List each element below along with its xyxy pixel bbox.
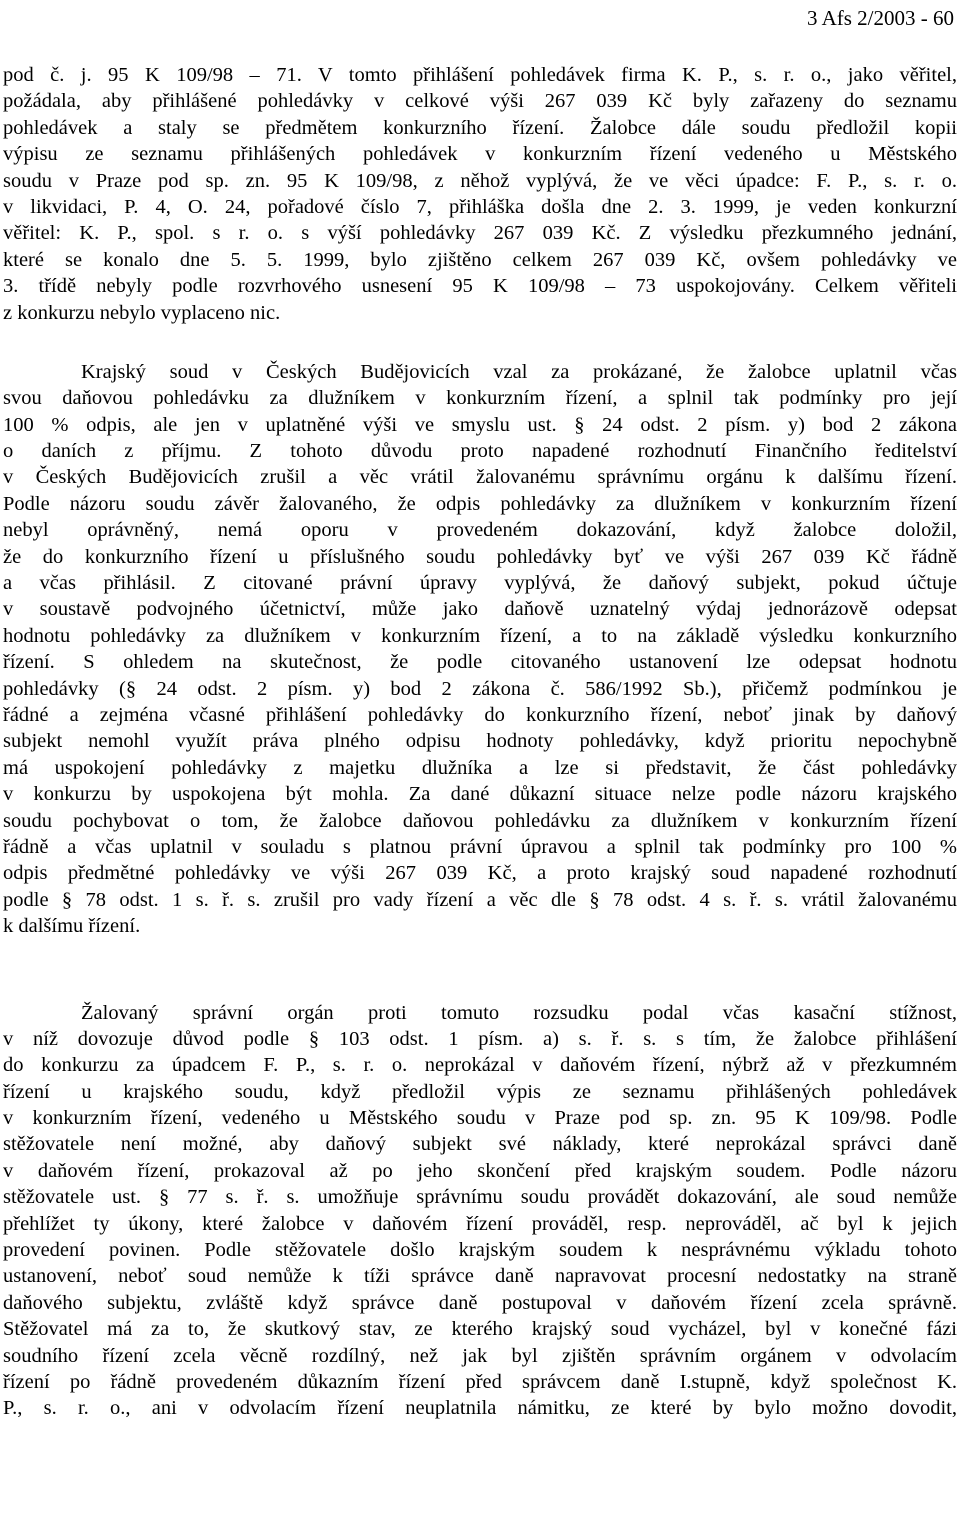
text-line: P., s. r. o., ani v odvolacím řízení neuplatnila námitku, ze které by bylo možno dovodit, [3, 1397, 957, 1420]
text-line: soudního řízení zcela věcně rozdílný, než jak byl zjištěn správním orgánem v odvolacím [3, 1344, 957, 1367]
text-line: a včas přihlásil. Z citované právní úpravy vyplývá, že daňový subjekt, pokud účtuje [3, 572, 957, 595]
text-line: věřitel: K. P., spol. s r. o. s výší pohledávky 267 039 Kč. Z výsledku přezkumného jednání, [3, 222, 957, 245]
text-line: v Českých Budějovicích zrušil a věc vrátil žalovanému správnímu orgánu k dalšímu řízení. [3, 466, 957, 489]
text-line: v konkurzu by uspokojena být mohla. Za dané důkazní situace nelze podle názoru krajského [3, 783, 957, 806]
text-line: pod č. j. 95 K 109/98 – 71. V tomto přihlášení pohledávek firma K. P., s. r. o., jako věřitel, [3, 64, 957, 86]
text-line: daňového subjektu, zvláště když správce daně postupoval v daňovém řízení zcela správně. [3, 1291, 957, 1314]
text-line: 100 % odpis, ale jen v uplatněné výši ve smyslu ust. § 24 odst. 2 písm. y) bod 2 zákona [3, 413, 957, 436]
text-line: k dalšímu řízení. [3, 915, 141, 938]
text-line: hodnotu pohledávky za dlužníkem v konkurzním řízení, a to na základě výsledku konkurzního [3, 624, 957, 647]
text-line: stěžovatele ust. § 77 s. ř. s. umožňuje správnímu soudu provádět dokazování, ale soud nemůže [3, 1186, 957, 1209]
text-line: řádně a včas uplatnil v souladu s platnou právní úpravou a splnil tak podmínky pro 100 % [3, 835, 957, 858]
text-line: soudu pochybovat o tom, že žalobce daňovou pohledávku za dlužníkem v konkurzním řízení [3, 809, 957, 832]
text-line: pohledávky (§ 24 odst. 2 písm. y) bod 2 zákona č. 586/1992 Sb.), přičemž podmínkou je [3, 677, 957, 700]
paragraph-spacer [3, 326, 957, 359]
paragraph-1 [3, 62, 957, 326]
text-line: stěžovatele není možné, aby daňový subjekt své náklady, které neprokázal správci daně [3, 1133, 957, 1156]
text-line: má uspokojení pohledávky z majetku dlužníka a lze si představit, že část pohledávky [3, 756, 957, 779]
text-line: v likvidaci, P. 4, O. 24, pořadové číslo 7, přihláška došla dne 2. 3. 1999, je veden konkurzní [3, 195, 957, 218]
paragraph-2 [3, 359, 957, 940]
text-line: Krajský soud v Českých Budějovicích vzal za prokázané, že žalobce uplatnil včas [81, 360, 957, 383]
paragraph-spacer [3, 940, 957, 1000]
text-line: v níž dovozuje důvod podle § 103 odst. 1 písm. a) s. ř. s. s tím, že žalobce přihlášení [3, 1027, 957, 1050]
document-body [3, 62, 957, 1422]
text-line: řádné a zejména včasné přihlášení pohledávky do konkurzního řízení, neboť jinak by daňový [3, 703, 957, 726]
text-line: že do konkurzního řízení u příslušného soudu pohledávky byť ve výši 267 039 Kč řádně [3, 545, 957, 568]
text-line: provedení povinen. Podle stěžovatele došlo krajským soudem k nesprávnému výkladu tohoto [3, 1239, 957, 1262]
text-line: v daňovém řízení, prokazoval až po jeho skončení před krajským soudem. Podle názoru [3, 1159, 957, 1182]
text-line: přehlížet ty úkony, které žalobce v daňovém řízení prováděl, resp. neprováděl, ač byl k jejich [3, 1212, 957, 1235]
text-line: nebyl oprávněný, nemá oporu v provedeném dokazování, když žalobce doložil, [3, 519, 957, 542]
text-line: ustanovení, neboť soud nemůže k tíži správce daně napravovat procesní nedostatky na straně [3, 1265, 957, 1288]
text-line: v soustavě podvojného účetnictví, může jako daňově uznatelný výdaj jednorázově odepsat [3, 598, 957, 621]
text-line: Stěžovatel má za to, že skutkový stav, ze kterého krajský soud vycházel, byl v konečné fázi [3, 1318, 957, 1341]
text-line: v konkurzním řízení, vedeného u Městského soudu v Praze pod sp. zn. 95 K 109/98. Podle [3, 1107, 957, 1130]
text-line: z konkurzu nebylo vyplaceno nic. [3, 301, 281, 324]
text-line: subjekt nemohl využít práva plného odpisu hodnoty pohledávky, když prioritu nepochybně [3, 730, 957, 753]
text-line: odpis předmětné pohledávky ve výši 267 039 Kč, a proto krajský soud napadené rozhodnutí [3, 862, 957, 885]
text-line: požádala, aby přihlášené pohledávky v celkové výši 267 039 Kč byly zařazeny do seznamu [3, 90, 957, 113]
text-line: řízení po řádně provedeném důkazním řízení před správcem daně I.stupně, když společnost K. [3, 1370, 957, 1393]
text-line: řízení. S ohledem na skutečnost, že podle citovaného ustanovení lze odepsat hodnotu [3, 651, 957, 674]
text-line: o daních z příjmu. Z tohoto důvodu proto napadené rozhodnutí Finančního ředitelství [3, 440, 957, 463]
text-line: svou daňovou pohledávku za dlužníkem v konkurzním řízení, a splnil tak podmínky pro její [3, 387, 957, 410]
text-line: které se konalo dne 5. 5. 1999, bylo zjištěno celkem 267 039 Kč, ovšem pohledávky ve [3, 248, 957, 271]
text-line: podle § 78 odst. 1 s. ř. s. zrušil pro vady řízení a věc dle § 78 odst. 4 s. ř. s. vrátil žalovanému [3, 888, 957, 911]
text-line: do konkurzu za úpadcem F. P., s. r. o. neprokázal v daňovém řízení, nýbrž až v přezkumném [3, 1054, 957, 1077]
text-line: soudu v Praze pod sp. zn. 95 K 109/98, z něhož vyplývá, že ve věci úpadce: F. P., s. r. o. [3, 169, 957, 192]
case-number-header: 3 Afs 2/2003 - 60 [807, 6, 954, 30]
text-line: Podle názoru soudu závěr žalovaného, že odpis pohledávky za dlužníkem v konkurzním řízení [3, 492, 957, 515]
text-line: řízení u krajského soudu, když předložil výpis ze seznamu přihlášených pohledávek [3, 1080, 957, 1103]
text-line: 3. třídě nebyly podle rozvrhového usnesení 95 K 109/98 – 73 uspokojovány. Celkem věřiteli [3, 275, 957, 298]
text-line: výpisu ze seznamu přihlášených pohledávek v konkurzním řízení vedeného u Městského [3, 143, 957, 166]
paragraph-3 [3, 1000, 957, 1422]
text-line: pohledávek a staly se předmětem konkurzního řízení. Žalobce dále soudu předložil kopii [3, 116, 957, 139]
text-line: Žalovaný správní orgán proti tomuto rozsudku podal včas kasační stížnost, [81, 1001, 957, 1024]
